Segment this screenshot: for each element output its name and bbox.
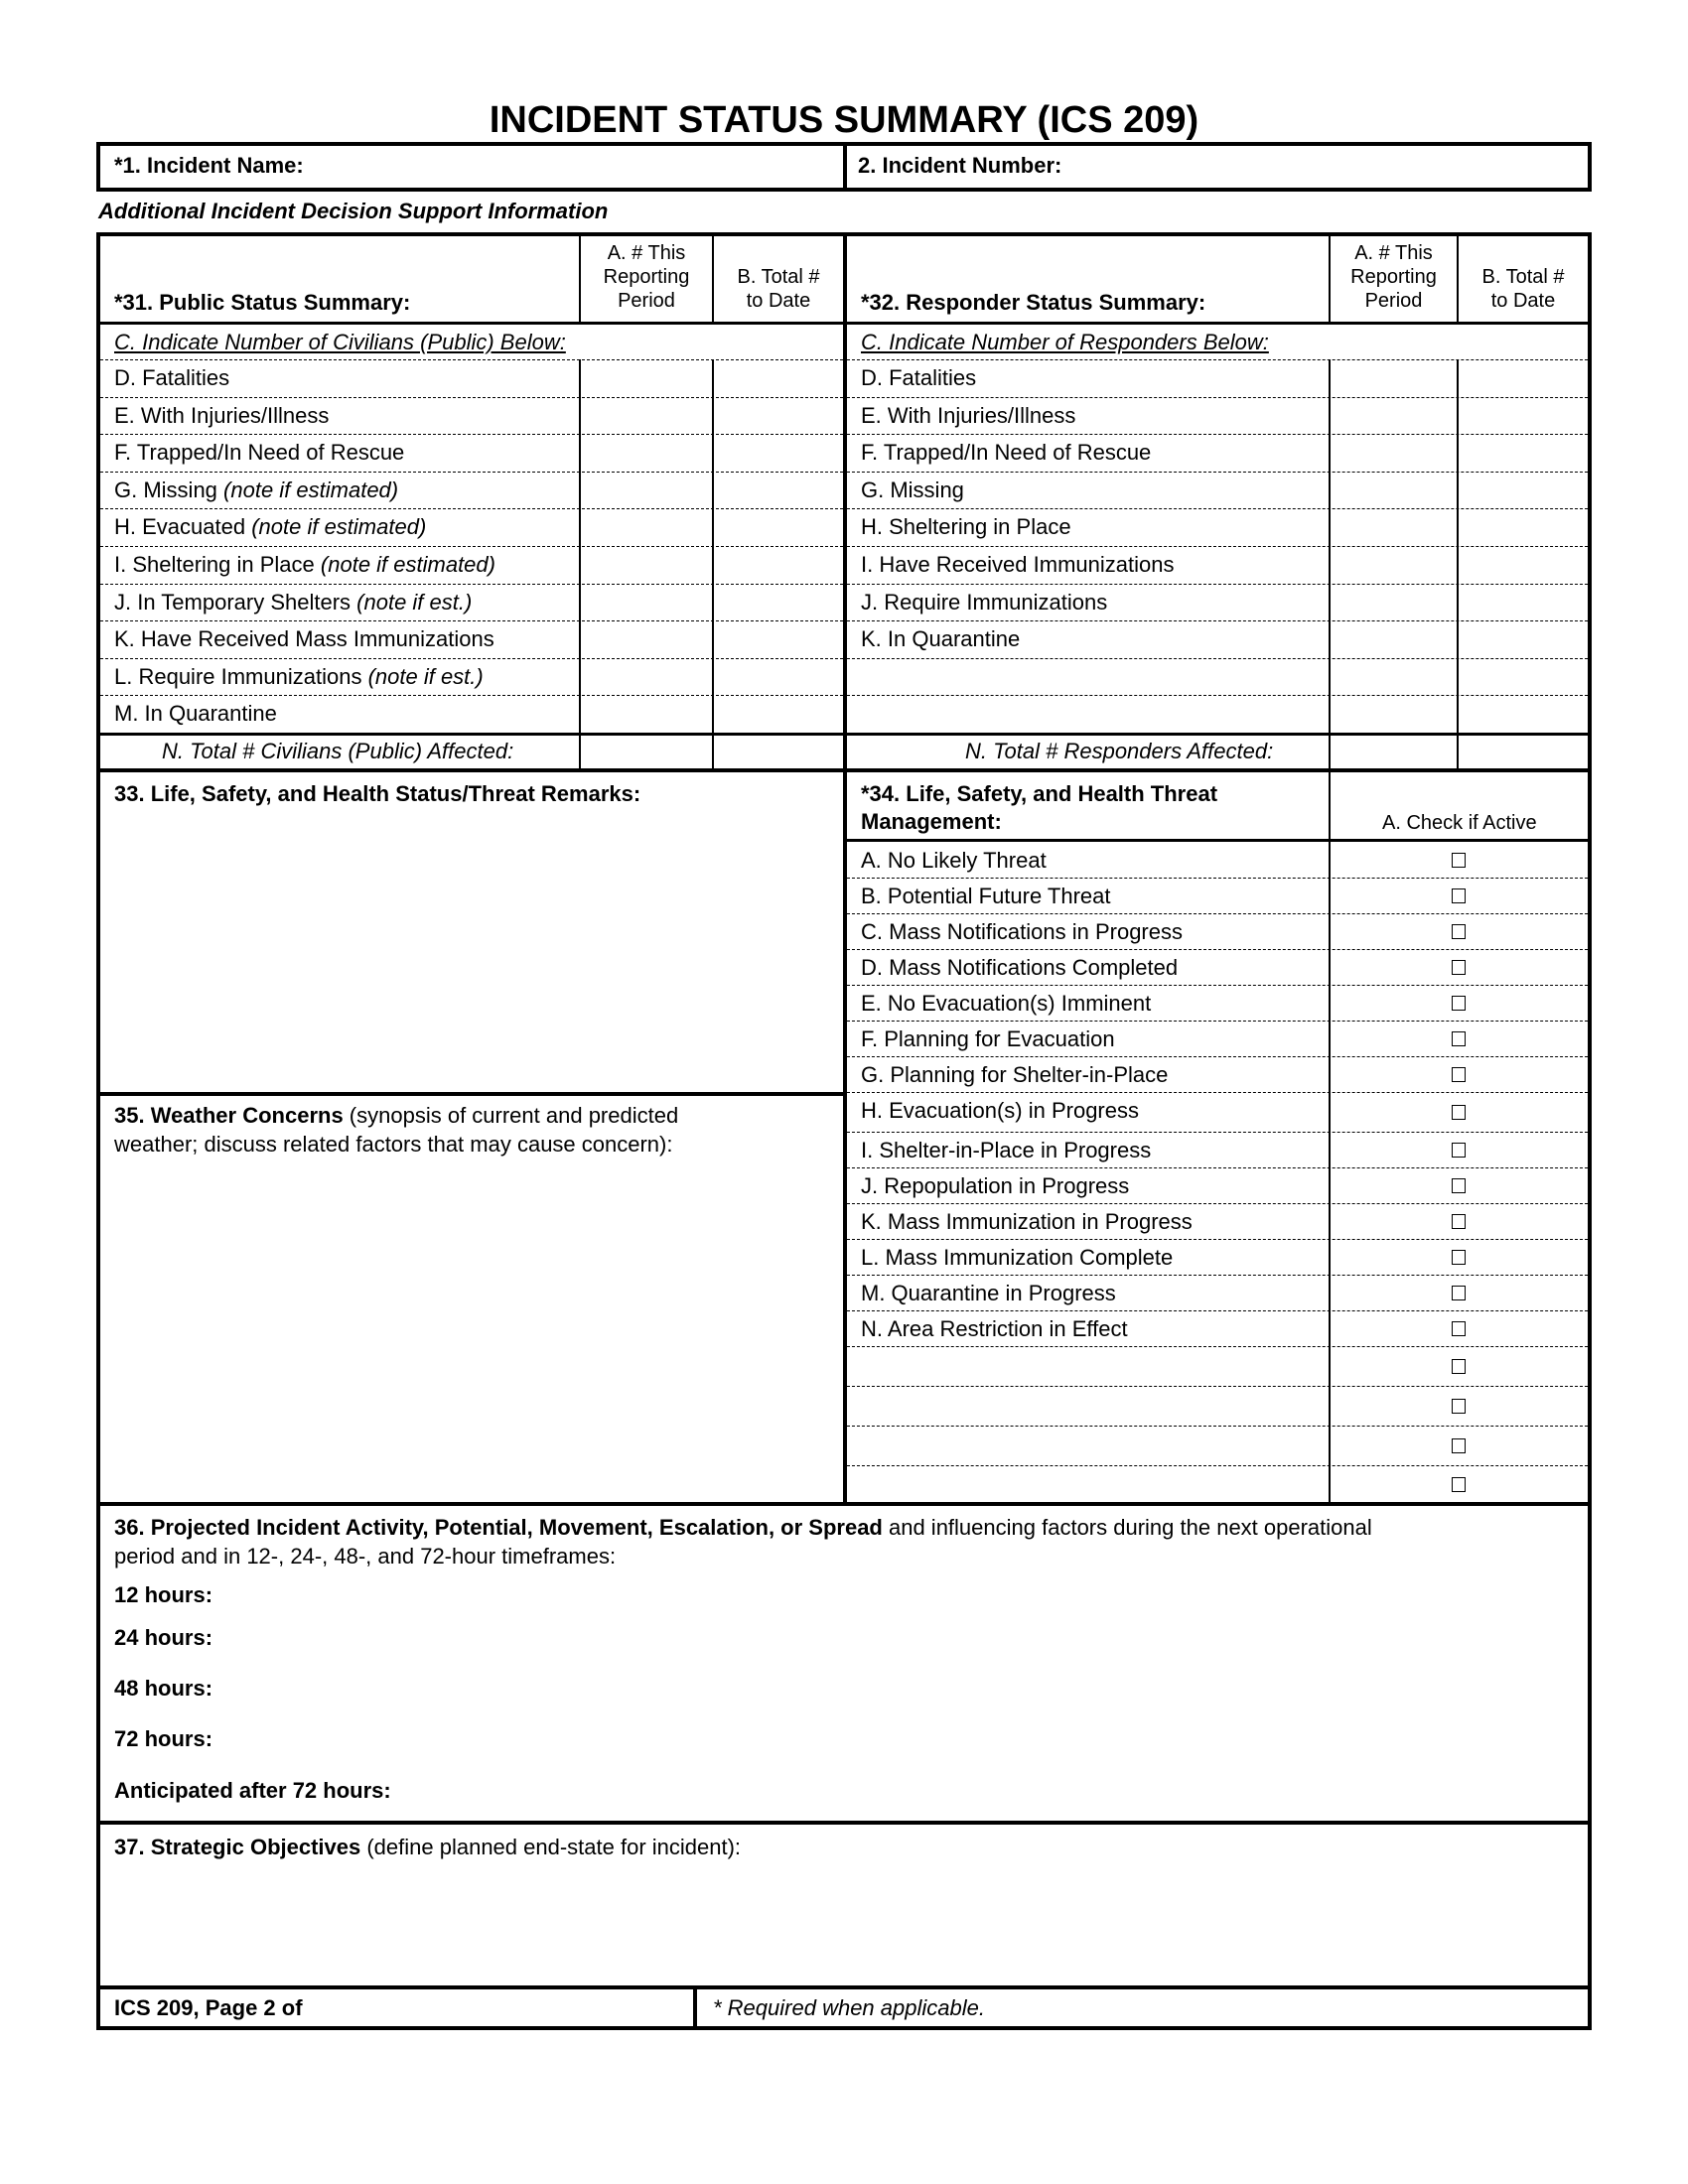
row-divider xyxy=(847,434,1588,435)
public-row-label xyxy=(114,478,398,503)
public-col-b-line1: B. Total # xyxy=(737,266,820,288)
responder-col-a-line2: Reporting xyxy=(1350,266,1437,288)
footer-required-note: * Required when applicable. xyxy=(713,1995,985,2020)
public-row-label xyxy=(114,403,329,429)
threat-row-divider xyxy=(847,1203,1588,1204)
section35-title-line2: weather; discuss related factors that may cause concern): xyxy=(114,1132,673,1157)
section37-title-bold: 37. Strategic Objectives xyxy=(114,1835,361,1859)
responder-row-label: K. In Quarantine xyxy=(861,626,1021,652)
threat-row-label: G. Planning for Shelter-in-Place xyxy=(861,1062,1169,1087)
threat-active-checkbox[interactable] xyxy=(1452,1143,1466,1158)
threat-row-label: L. Mass Immunization Complete xyxy=(861,1245,1174,1270)
threat-row-divider xyxy=(847,1426,1588,1427)
row-divider xyxy=(847,397,1588,398)
section35-title-bold: 35. Weather Concerns xyxy=(114,1103,344,1128)
threat-active-checkbox[interactable] xyxy=(1452,1321,1466,1336)
responder-row-a-field[interactable] xyxy=(1332,399,1456,433)
threat-row-label: F. Planning for Evacuation xyxy=(861,1026,1115,1051)
public-row-label xyxy=(114,590,472,615)
row-divider xyxy=(100,434,843,435)
responder-status-title: *32. Responder Status Summary: xyxy=(861,290,1206,315)
public-row-label xyxy=(114,701,277,727)
responder-row-a-field[interactable] xyxy=(1332,697,1456,731)
public-row-a-field[interactable] xyxy=(582,586,711,619)
public-row-a-field[interactable] xyxy=(582,399,711,433)
public-row-a-field[interactable] xyxy=(582,436,711,470)
threat-row-label: N. Area Restriction in Effect xyxy=(861,1316,1128,1341)
threat-active-checkbox[interactable] xyxy=(1452,853,1466,868)
public-total-label: N. Total # Civilians (Public) Affected: xyxy=(162,739,514,763)
threat-row-divider xyxy=(847,1275,1588,1276)
threat-row-divider xyxy=(847,1092,1588,1093)
public-col-a-divider-body xyxy=(579,359,581,770)
public-row-text: E. With Injuries/Illness xyxy=(114,402,330,428)
row-divider xyxy=(847,508,1588,509)
timeframe-field[interactable] xyxy=(223,1672,1569,1706)
responder-row-b-field[interactable] xyxy=(1460,586,1587,619)
responder-col-a-line3: Period xyxy=(1364,290,1423,312)
responder-col-a-divider-body xyxy=(1329,359,1331,770)
public-row-b-field[interactable] xyxy=(715,660,842,694)
timeframe-label: 48 hours: xyxy=(114,1676,213,1701)
public-col-a-line3: Period xyxy=(618,290,675,312)
section37-objectives-field[interactable] xyxy=(101,1866,1581,1981)
section33-top-rule xyxy=(96,768,1592,772)
row-divider xyxy=(100,584,843,585)
timeframe-field[interactable] xyxy=(223,1722,1569,1756)
public-col-a-header xyxy=(581,241,712,313)
public-row-b-field[interactable] xyxy=(715,361,842,395)
responder-col-a-header xyxy=(1331,241,1457,313)
threat-row-divider xyxy=(847,1346,1588,1347)
public-row-note: (note if estimated) xyxy=(251,514,427,540)
form-title: INCIDENT STATUS SUMMARY (ICS 209) xyxy=(489,99,1199,141)
row-divider xyxy=(100,397,843,398)
public-row-a-field[interactable] xyxy=(582,361,711,395)
responder-row-label: G. Missing xyxy=(861,477,964,502)
threat-active-checkbox[interactable] xyxy=(1452,1031,1466,1046)
threat-row-divider xyxy=(847,1310,1588,1311)
responder-col-b-line2: to Date xyxy=(1490,290,1556,312)
timeframe-label: 72 hours: xyxy=(114,1726,213,1751)
threat-row-divider xyxy=(847,1239,1588,1240)
public-col-a-line1: A. # This xyxy=(607,242,686,264)
public-col-b-line2: to Date xyxy=(746,290,811,312)
responder-row-b-field[interactable] xyxy=(1460,510,1587,544)
public-row-label xyxy=(114,552,495,578)
threat-row-label: A. No Likely Threat xyxy=(861,848,1047,873)
public-row-text: F. Trapped/In Need of Rescue xyxy=(114,440,405,466)
public-row-a-field[interactable] xyxy=(582,474,711,507)
threat-active-checkbox[interactable] xyxy=(1452,1214,1466,1229)
row-divider xyxy=(100,695,843,696)
threat-active-checkbox[interactable] xyxy=(1452,1250,1466,1265)
threat-row-divider xyxy=(847,878,1588,879)
section36-title-line1 xyxy=(114,1515,1372,1541)
row-divider xyxy=(847,359,1588,360)
section-heading: Additional Incident Decision Support Information xyxy=(98,199,609,223)
row-divider xyxy=(847,620,1588,621)
threat-row-label: H. Evacuation(s) in Progress xyxy=(861,1098,1139,1123)
threat-active-checkbox[interactable] xyxy=(1452,996,1466,1011)
public-row-a-field[interactable] xyxy=(582,510,711,544)
section35-top-rule xyxy=(96,1092,845,1096)
threat-row-divider xyxy=(847,1132,1588,1133)
public-row-text: D. Fatalities xyxy=(114,365,230,390)
public-row-b-field[interactable] xyxy=(715,436,842,470)
threat-row-label: D. Mass Notifications Completed xyxy=(861,955,1179,980)
threat-row-label: K. Mass Immunization in Progress xyxy=(861,1209,1193,1234)
section35-title-line1 xyxy=(114,1103,678,1129)
threat-active-checkbox[interactable] xyxy=(1452,1067,1466,1082)
timeframe-field[interactable] xyxy=(223,1621,1569,1655)
section37-title-rest: (define planned end-state for incident): xyxy=(360,1835,742,1859)
header-divider xyxy=(843,142,847,192)
responder-row-a-field[interactable] xyxy=(1332,436,1456,470)
responder-row-b-field[interactable] xyxy=(1460,548,1587,582)
status-header-rule xyxy=(96,322,1592,325)
threat-row-label: B. Potential Future Threat xyxy=(861,884,1111,908)
public-row-text: I. Sheltering in Place xyxy=(114,552,315,577)
public-row-b-field[interactable] xyxy=(715,548,842,582)
section34-header-rule xyxy=(845,839,1592,842)
public-col-a-line2: Reporting xyxy=(603,266,690,288)
incident-name-field[interactable] xyxy=(328,149,834,185)
threat-active-checkbox[interactable] xyxy=(1452,1477,1466,1492)
responder-row-b-field[interactable] xyxy=(1460,697,1587,731)
row-divider xyxy=(100,508,843,509)
public-row-label xyxy=(114,514,426,540)
responder-row-label: D. Fatalities xyxy=(861,365,977,390)
responder-col-b-header xyxy=(1459,265,1588,313)
row-divider xyxy=(100,620,843,621)
responder-indicate-label: C. Indicate Number of Responders Below: xyxy=(861,330,1269,354)
public-row-a-field[interactable] xyxy=(582,548,711,582)
public-row-text: J. In Temporary Shelters xyxy=(114,589,352,614)
public-row-a-field[interactable] xyxy=(582,660,711,694)
public-row-b-field[interactable] xyxy=(715,697,842,731)
row-divider xyxy=(100,546,843,547)
public-row-text: M. In Quarantine xyxy=(114,701,277,727)
row-divider xyxy=(847,546,1588,547)
threat-row-label: I. Shelter-in-Place in Progress xyxy=(861,1138,1152,1162)
threat-row-label: M. Quarantine in Progress xyxy=(861,1281,1116,1305)
threat-active-checkbox[interactable] xyxy=(1452,888,1466,903)
threat-row-divider xyxy=(847,949,1588,950)
public-row-text: K. Have Received Mass Immunizations xyxy=(114,626,494,652)
timeframe-field[interactable] xyxy=(442,1774,1569,1808)
responder-total-label: N. Total # Responders Affected: xyxy=(965,739,1274,763)
section33-title: 33. Life, Safety, and Health Status/Threat Remarks: xyxy=(114,781,641,806)
responder-row-b-field[interactable] xyxy=(1460,399,1587,433)
responder-row-b-field[interactable] xyxy=(1460,660,1587,694)
threat-row-divider xyxy=(847,985,1588,986)
public-row-a-field[interactable] xyxy=(582,622,711,656)
threat-active-checkbox[interactable] xyxy=(1452,960,1466,975)
public-total-b[interactable] xyxy=(715,737,842,769)
responder-row-b-field[interactable] xyxy=(1460,436,1587,470)
row-divider xyxy=(847,472,1588,473)
public-row-label xyxy=(114,440,404,466)
responder-row-a-field[interactable] xyxy=(1332,660,1456,694)
public-row-text: L. Require Immunizations xyxy=(114,663,362,689)
public-row-note: (note if estimated) xyxy=(223,477,399,502)
public-row-text: H. Evacuated xyxy=(114,514,246,540)
responder-row-b-field[interactable] xyxy=(1460,622,1587,656)
section34-check-divider xyxy=(1329,770,1331,1502)
section35-title-rest: (synopsis of current and predicted xyxy=(343,1103,679,1128)
timeframe-field[interactable] xyxy=(223,1578,1569,1612)
section34-title-line2: Management: xyxy=(861,809,1002,834)
responder-row-label: E. With Injuries/Illness xyxy=(861,402,1076,428)
responder-row-a-field[interactable] xyxy=(1332,361,1456,395)
threat-active-checkbox[interactable] xyxy=(1452,1359,1466,1374)
incident-name-label: *1. Incident Name: xyxy=(114,153,304,178)
timeframe-label: Anticipated after 72 hours: xyxy=(114,1778,391,1803)
responder-row-b-field[interactable] xyxy=(1460,474,1587,507)
public-row-label xyxy=(114,626,494,652)
threat-row-label: C. Mass Notifications in Progress xyxy=(861,919,1183,944)
responder-col-b-divider-body xyxy=(1457,359,1459,770)
section36-title-bold: 36. Projected Incident Activity, Potential, Movement, Escalation, or Spread xyxy=(114,1515,883,1540)
public-row-label xyxy=(114,365,229,391)
threat-row-divider xyxy=(847,1021,1588,1022)
public-row-text: G. Missing xyxy=(114,477,217,502)
responder-total-a[interactable] xyxy=(1332,737,1456,769)
responder-col-a-line1: A. # This xyxy=(1354,242,1433,264)
center-divider xyxy=(843,232,847,1506)
section36-title-line2: period and in 12-, 24-, 48-, and 72-hour timeframes: xyxy=(114,1544,617,1569)
threat-active-checkbox[interactable] xyxy=(1452,1178,1466,1193)
public-status-title: *31. Public Status Summary: xyxy=(114,290,411,315)
threat-row-divider xyxy=(847,1167,1588,1168)
responder-row-a-field[interactable] xyxy=(1332,474,1456,507)
public-col-b-header xyxy=(714,265,843,313)
row-divider xyxy=(847,584,1588,585)
responder-row-b-field[interactable] xyxy=(1460,361,1587,395)
section33-remarks-field[interactable] xyxy=(101,814,840,1090)
row-divider xyxy=(100,359,843,360)
public-row-b-field[interactable] xyxy=(715,510,842,544)
responder-row-label: F. Trapped/In Need of Rescue xyxy=(861,440,1152,466)
section34-check-header: A. Check if Active xyxy=(1382,812,1537,834)
public-row-note: (note if estimated) xyxy=(320,552,495,577)
responder-row-label: J. Require Immunizations xyxy=(861,589,1108,614)
section34-title-line1: *34. Life, Safety, and Health Threat xyxy=(861,781,1218,806)
section35-weather-field[interactable] xyxy=(101,1163,840,1497)
row-divider xyxy=(847,695,1588,696)
threat-active-checkbox[interactable] xyxy=(1452,924,1466,939)
public-row-b-field[interactable] xyxy=(715,399,842,433)
totals-rule xyxy=(96,733,1592,736)
section37-title xyxy=(114,1835,741,1860)
responder-row-label: H. Sheltering in Place xyxy=(861,514,1071,540)
footer-divider xyxy=(693,1985,697,2030)
threat-row-divider xyxy=(847,1465,1588,1466)
threat-active-checkbox[interactable] xyxy=(1452,1399,1466,1414)
responder-total-b[interactable] xyxy=(1460,737,1587,769)
footer-page-label: ICS 209, Page 2 of xyxy=(114,1995,303,2020)
row-divider xyxy=(847,658,1588,659)
incident-number-field[interactable] xyxy=(1092,149,1579,185)
threat-row-label: E. No Evacuation(s) Imminent xyxy=(861,991,1152,1016)
public-col-b-divider-body xyxy=(712,359,714,770)
threat-active-checkbox[interactable] xyxy=(1452,1105,1466,1120)
public-row-label xyxy=(114,664,484,690)
threat-active-checkbox[interactable] xyxy=(1452,1286,1466,1300)
section36-title-rest: and influencing factors during the next operational xyxy=(882,1515,1372,1540)
threat-row-label: J. Repopulation in Progress xyxy=(861,1173,1130,1198)
threat-row-divider xyxy=(847,1056,1588,1057)
threat-row-divider xyxy=(847,1386,1588,1387)
responder-row-a-field[interactable] xyxy=(1332,622,1456,656)
timeframe-label: 24 hours: xyxy=(114,1625,213,1650)
responder-col-b-line1: B. Total # xyxy=(1481,266,1565,288)
public-row-note: (note if est.) xyxy=(356,589,473,614)
responder-row-label: I. Have Received Immunizations xyxy=(861,552,1175,577)
public-row-a-field[interactable] xyxy=(582,697,711,731)
public-indicate-label: C. Indicate Number of Civilians (Public) Below: xyxy=(114,330,566,354)
row-divider xyxy=(100,472,843,473)
threat-active-checkbox[interactable] xyxy=(1452,1438,1466,1453)
public-row-b-field[interactable] xyxy=(715,586,842,619)
threat-row-divider xyxy=(847,913,1588,914)
row-divider xyxy=(100,658,843,659)
public-row-b-field[interactable] xyxy=(715,474,842,507)
public-row-b-field[interactable] xyxy=(715,622,842,656)
responder-row-a-field[interactable] xyxy=(1332,510,1456,544)
incident-number-label: 2. Incident Number: xyxy=(858,153,1062,178)
timeframe-label: 12 hours: xyxy=(114,1582,213,1607)
public-total-a[interactable] xyxy=(582,737,711,769)
responder-row-a-field[interactable] xyxy=(1332,548,1456,582)
public-row-note: (note if est.) xyxy=(367,663,484,689)
responder-row-a-field[interactable] xyxy=(1332,586,1456,619)
